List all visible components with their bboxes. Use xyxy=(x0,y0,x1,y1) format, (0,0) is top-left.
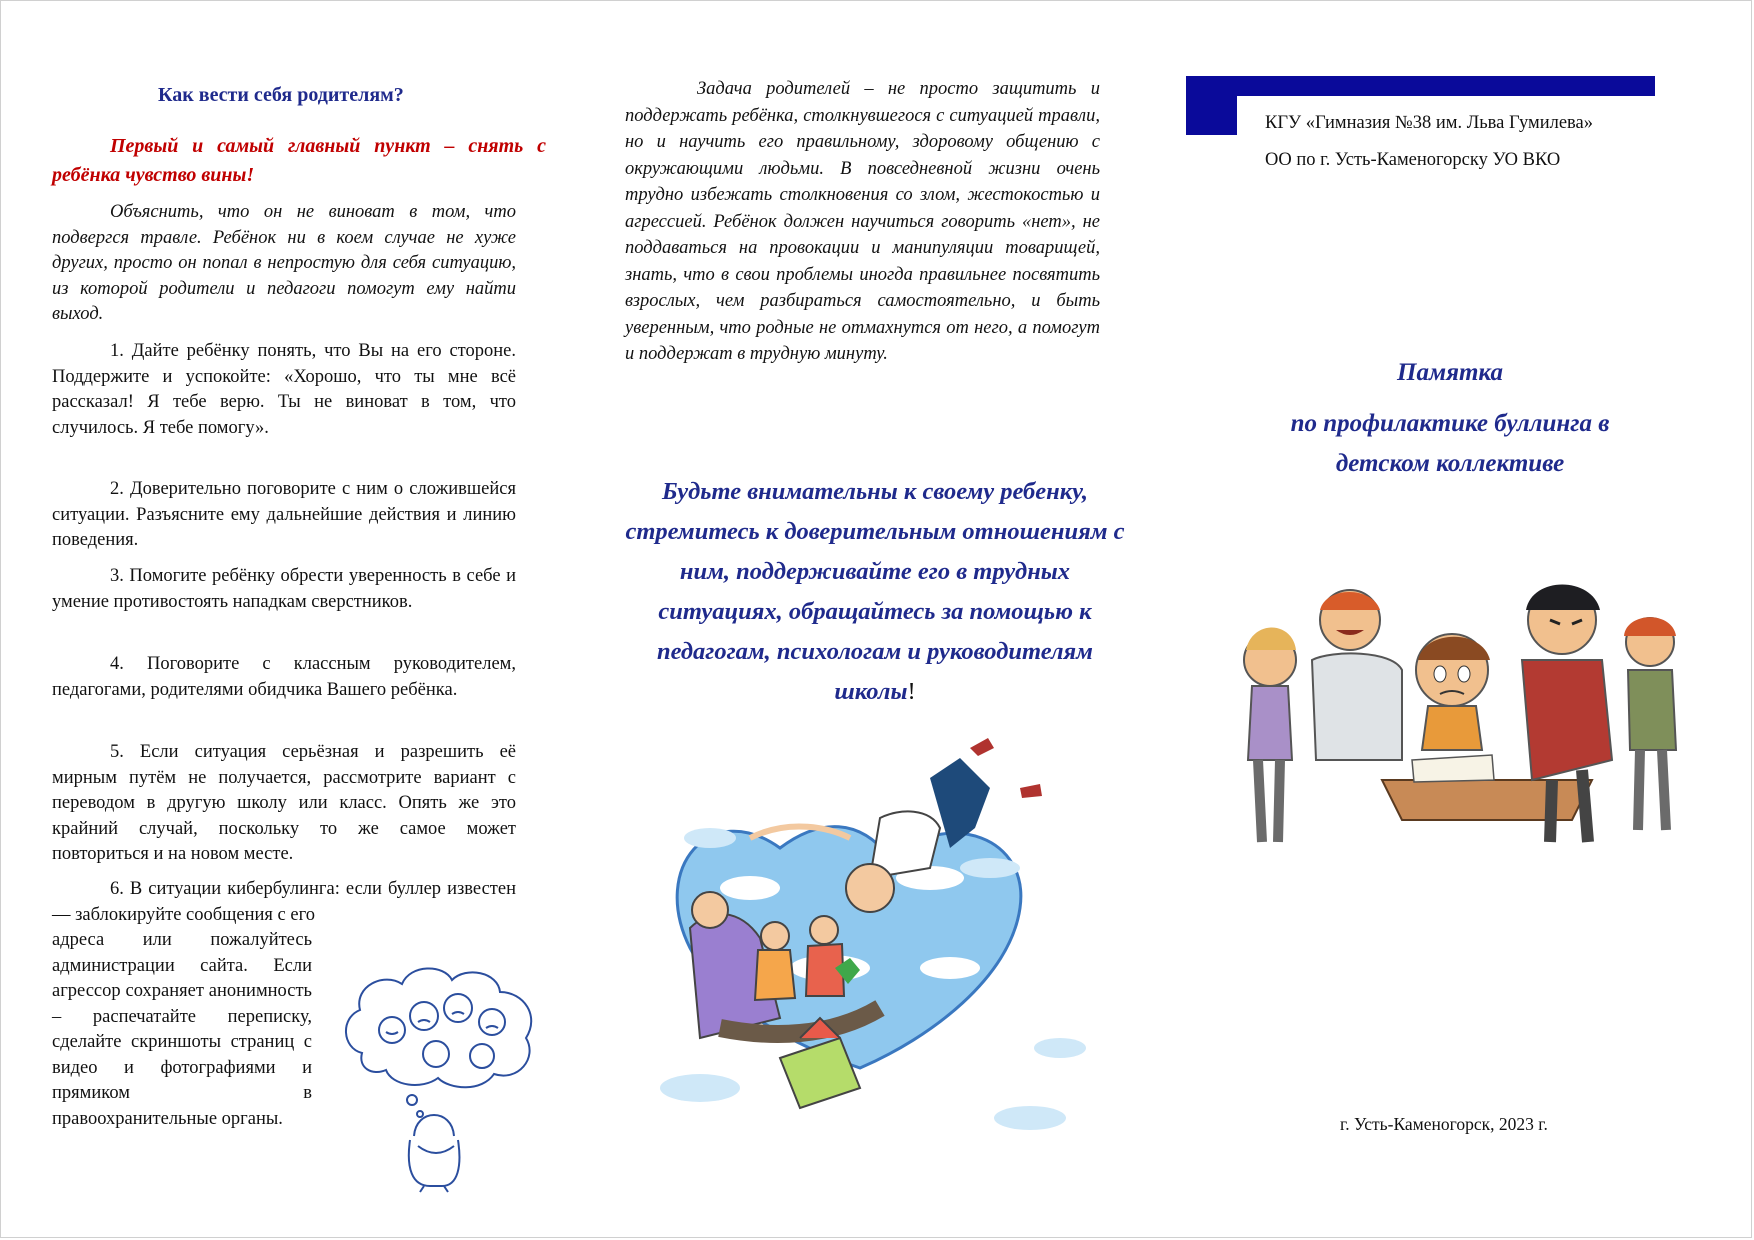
attention-exclamation: ! xyxy=(907,678,916,705)
advice-item-5: 5. Если ситуация серьёзная и разрешить её мирным путём не получается, рассмотрите вариант с переводом в другую школу или класс. Опять же это крайний случай, поскольку то же самое может повториться и на новом месте. xyxy=(52,742,516,864)
advice-item-3: 3. Помогите ребёнку обрести уверенность в себе и умение противостоять нападкам сверстников. xyxy=(52,566,516,612)
header-bar-side xyxy=(1186,76,1237,135)
parents-task-paragraph: Задача родителей – не просто защитить и поддержать ребёнка, столкнувшегося с ситуацией травли, но и научить его правильному, здоровому общению с окружающими людьми. В повседневной жизни очень трудно избежать столкновения со злом, жестокостью и агрессией. Ребёнок должен научиться говорить «нет», не поддаваться на провокации и манипуляции товарищей, знать, что в свои проблемы иногда правильнее посвятить взрослых, чем разбираться самостоятельно, и быть уверенным, что родные не отмахнутся от него, а помогут и поддержат в трудную минуту. xyxy=(625,79,1100,364)
advice-item-2: 2. Доверительно поговорите с ним о сложившейся ситуации. Разъясните ему дальнейшие действия и линию поведения. xyxy=(52,479,516,550)
city-year: г. Усть-Каменогорск, 2023 г. xyxy=(1340,1114,1548,1134)
bullying-children-illustration xyxy=(1232,580,1687,858)
school-name: КГУ «Гимназия №38 им. Льва Гумилева» xyxy=(1265,113,1594,133)
attention-callout xyxy=(620,472,1130,712)
parents-heading: Как вести себя родителям? xyxy=(158,84,404,106)
brochure-subtitle-line-1: по профилактике буллинга в xyxy=(1290,410,1610,437)
brochure-title: Памятка xyxy=(1397,359,1503,386)
family-heart-illustration xyxy=(630,738,1130,1178)
advice-item-6-continued: адреса или пожалуйтесь администрации сайта. Если агрессор сохраняет анонимность – распечатайте переписку, сделайте скриншоты страниц с видео и фотографиями и прямиком в правоохранительные органы. xyxy=(52,930,312,1129)
advice-item-4: 4. Поговорите с классным руководителем, педагогами, родителями обидчика Вашего ребёнка. xyxy=(52,654,516,700)
brochure-subtitle-line-2: детском коллективе xyxy=(1335,450,1565,477)
attention-text: Будьте внимательны к своему ребенку, стремитесь к доверительным отношениям с ним, поддерживайте его в трудных ситуациях, обращайтесь за помощью к педагогам, психологам и руководителям школы xyxy=(625,478,1125,705)
main-point: Первый и самый главный пункт – снять с ребёнка чувство вины! xyxy=(52,135,546,186)
sad-child-illustration xyxy=(332,958,552,1194)
explain-paragraph: Объяснить, что он не виноват в том, что подвергся травле. Ребёнок ни в коем случае не хуже других, просто он попал в непростую для себя ситуацию, из которой родители и педагоги помогут ему найти выход. xyxy=(52,202,516,324)
header-bar xyxy=(1186,76,1655,96)
advice-item-1: 1. Дайте ребёнку понять, что Вы на его стороне. Поддержите и успокойте: «Хорошо, что ты мне всё рассказал! Я тебе верю. Ты не виноват в том, что случилось. Я тебе помогу». xyxy=(52,341,516,438)
education-department: ОО по г. Усть-Каменогорску УО ВКО xyxy=(1265,150,1561,170)
advice-item-6: 6. В ситуации кибербулинга: если буллер известен — заблокируйте сообщения с его xyxy=(52,879,516,925)
